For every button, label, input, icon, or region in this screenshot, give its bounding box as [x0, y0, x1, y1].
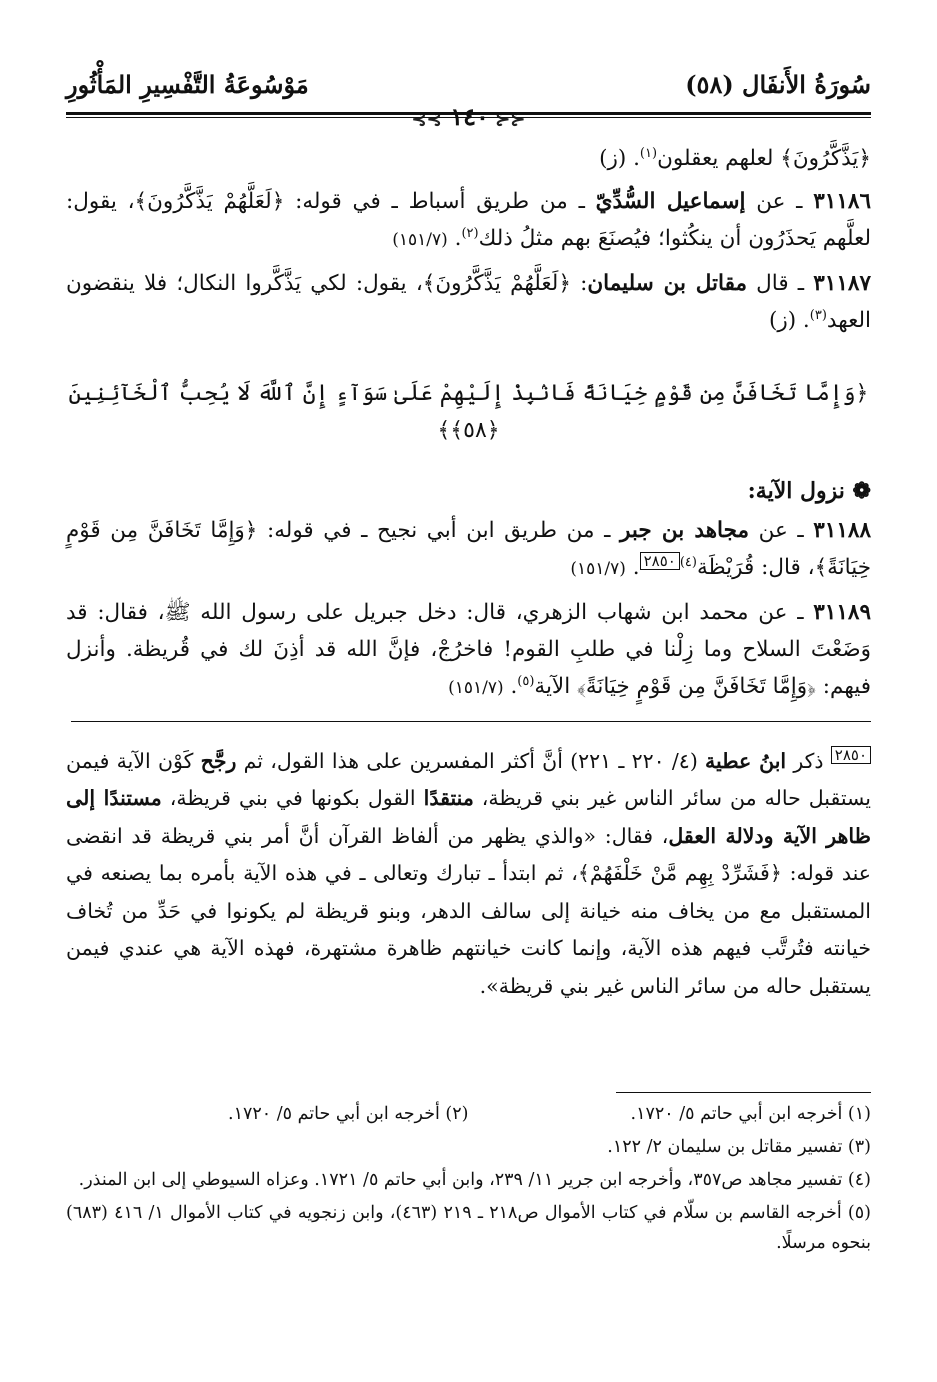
commentator-name: ابنُ عطية	[705, 748, 787, 773]
narration-text: .	[503, 674, 518, 699]
book-title: مَوْسُوعَةُ التَّفْسِيرِ المَأْثُورِ	[66, 70, 309, 99]
narration-text: ـ عن محمد ابن شهاب الزهري، قال: دخل جبريل على رسول الله ﷺ، فقال: قد وَضَعْتَ السلاح وما زِلْنا في طلبِ القوم! فاخرُجْ، فإنَّ الله قد أذِنَ لك في قُريظة. وأنزل فيهم:	[66, 600, 871, 699]
narrator-name: مجاهد بن جبر	[619, 518, 749, 543]
footnote-rule	[616, 1092, 871, 1093]
ornament-icon: ⊰⊰	[488, 109, 526, 130]
narration-number: ٣١١٨٦	[813, 189, 871, 214]
narration-text: ـ من طريق أسباط ـ في قوله:	[284, 189, 596, 214]
main-text	[66, 140, 871, 1026]
narration-text: .	[447, 226, 462, 251]
footnote-marker[interactable]: (١)	[639, 145, 658, 161]
page-number: ١٤٠	[450, 102, 489, 131]
quran-verse: ﴿وَإِمَّا تَخَافَنَّ مِن قَوْمٍ خِيَانَةً فَانۢبِذْ إِلَيْهِمْ عَلَىٰ سَوَآءٍ إِنَّ ٱللَّهَ لَا يُحِبُّ ٱلْخَآئِنِينَ ﴿٥٨﴾﴾	[68, 381, 869, 443]
commentary-text: القول بكونها في بني قريظة،	[161, 786, 424, 810]
narration-text: ـ عن	[749, 518, 814, 543]
narrator-name: مقاتل بن سليمان	[587, 271, 747, 296]
footnote-5: (٥) أخرجه القاسم بن سلّام في كتاب الأموال ص٢١٨ ـ ٢١٩ (٤٦٣)، وابن زنجويه في كتاب الأموال ١/ ٤١٦ (٦٨٣) بنحوه مرسلًا.	[66, 1203, 871, 1253]
narration-31188	[66, 512, 871, 588]
header-rule	[66, 112, 871, 115]
footnote-2: (٢) أخرجه ابن أبي حاتم ٥/ ١٧٢٠.	[227, 1104, 469, 1124]
quran-quote: ﴿لَعَلَّهُمْ يَذَّكَّرُونَ﴾	[422, 271, 571, 296]
volume-reference: (١٥١/٧)	[448, 678, 504, 698]
footnote-row	[66, 1099, 871, 1132]
volume-reference: (١٥١/٧)	[570, 559, 626, 579]
footnote-4: (٤) تفسير مجاهد ص٣٥٧، وأخرجه ابن جرير ١١/ ٢٣٩، وابن أبي حاتم ٥/ ١٧٢١. وعزاه السيوطي إلى ابن المنذر.	[78, 1170, 871, 1190]
commentary-keyword: منتقدًا	[423, 786, 474, 810]
quran-quote: ﴿فَشَرِّدْ بِهِم مَّنْ خَلْفَهُمْ﴾	[577, 861, 782, 885]
commentary-keyword: مستندًا إلى ظاهر الآية ودلالة العقل	[66, 786, 871, 848]
narration-text: ، قال: قُرَيْظَة	[696, 555, 815, 580]
narrator-name: إسماعيل السُّدِّيّ	[595, 189, 746, 214]
commentary-text: كَوْن الآية فيمن يستقبل حاله من سائر الناس غير بني قريظة،	[66, 748, 872, 810]
footnote-marker[interactable]: (٣)	[809, 307, 827, 323]
commentary-text: (٤/ ٢٢٠ ـ ٢٢١) أنَّ أكثر المفسرين على هذا القول، ثم	[236, 748, 706, 773]
quran-quote: ﴿وَإِمَّا تَخَافَنَّ مِن قَوْمٍ خِيَانَةً﴾	[66, 518, 871, 580]
commentary-number: ٢٨٥٠	[831, 746, 871, 764]
commentary-text: ذكر	[786, 748, 831, 773]
narration-tail: . (ز)	[599, 146, 640, 171]
narration-text: ، يقول: لعلَّهم يَحذَرُون أن ينكُثوا؛ فيُصنَعَ بهم مثلُ ذلك	[66, 189, 871, 251]
volume-reference: (١٥١/٧)	[392, 230, 448, 250]
narration-31187	[66, 265, 871, 339]
narration-number: ٣١١٨٧	[813, 271, 871, 296]
footnote-marker[interactable]: (٥)	[517, 673, 535, 689]
narration-text: لعلهم يعقلون	[657, 146, 781, 171]
narration-text: ، يقول: لكي يَذَّكَّروا النكال؛ فلا ينقضون العهد	[66, 271, 871, 333]
quran-quote: ﴿لَعَلَّهُمْ يَذَّكَّرُونَ﴾	[134, 189, 285, 214]
commentary-2850	[66, 743, 871, 1006]
footnote-1: (١) أخرجه ابن أبي حاتم ٥/ ١٧٢٠.	[630, 1104, 871, 1124]
commentary-text: ، ثم ابتدأ ـ تبارك وتعالى ـ في هذه الآية بأمره بما يصنعه في المستقبل مع من يخاف منه خيانة إلى سالف الدهر، وبنو قريظة لم يكونوا في حَدِّ من تُخاف خيانته فتُرتَّب فيهم هذه الآية، وإنما كانت خيانتهم ظاهرة مشتهرة، فهذه الآية هي عندي فيمن يستقبل حاله من سائر الناس غير بني قريظة».	[66, 861, 871, 998]
quran-quote: ﴿يَذَّكَّرُونَ﴾	[780, 146, 871, 171]
narration-number: ٣١١٨٨	[813, 518, 871, 543]
narration-31186	[66, 183, 871, 259]
narration-text: ـ من طريق ابن أبي نجيح ـ في قوله:	[257, 518, 620, 543]
header-rule-thin	[66, 117, 871, 118]
narration-text: الآية	[534, 674, 578, 699]
narration-text: :	[570, 271, 588, 296]
narration-31189	[66, 594, 871, 707]
narration-text: ـ عن	[745, 189, 814, 214]
commentary-keyword: رجَّح	[200, 748, 237, 773]
page-header	[66, 66, 871, 131]
surah-name: سُورَةُ الأَنفَال (٥٨)	[685, 70, 871, 99]
narration-continued	[66, 140, 871, 177]
narration-number: ٣١١٨٩	[813, 600, 871, 625]
narration-text: .	[625, 555, 640, 580]
narration-text: . (ز)	[768, 308, 810, 333]
ornament-icon: ⊱⊱	[411, 109, 442, 130]
footnote-3: (٣) تفسير مقاتل بن سليمان ٢/ ١٢٢.	[607, 1137, 871, 1157]
quran-quote: ﴿وَإِمَّا تَخَافَنَّ مِن قَوْمٍ خِيَانَةً﴾	[577, 674, 816, 699]
commentary-marker[interactable]: ٢٨٥٠	[640, 552, 680, 570]
footnote-marker[interactable]: (٤)	[679, 554, 697, 570]
narration-text: ـ قال	[746, 271, 814, 296]
commentary-text: ، فقال: «والذي يظهر من ألفاظ القرآن أنَّ أمر بني قريظة قد انقضى عند قوله:	[66, 823, 872, 885]
section-title: ❁ نزول الآية:	[747, 478, 871, 504]
commentary-separator	[71, 721, 871, 722]
footnotes	[66, 1092, 871, 1261]
footnote-marker[interactable]: (٢)	[461, 225, 479, 241]
